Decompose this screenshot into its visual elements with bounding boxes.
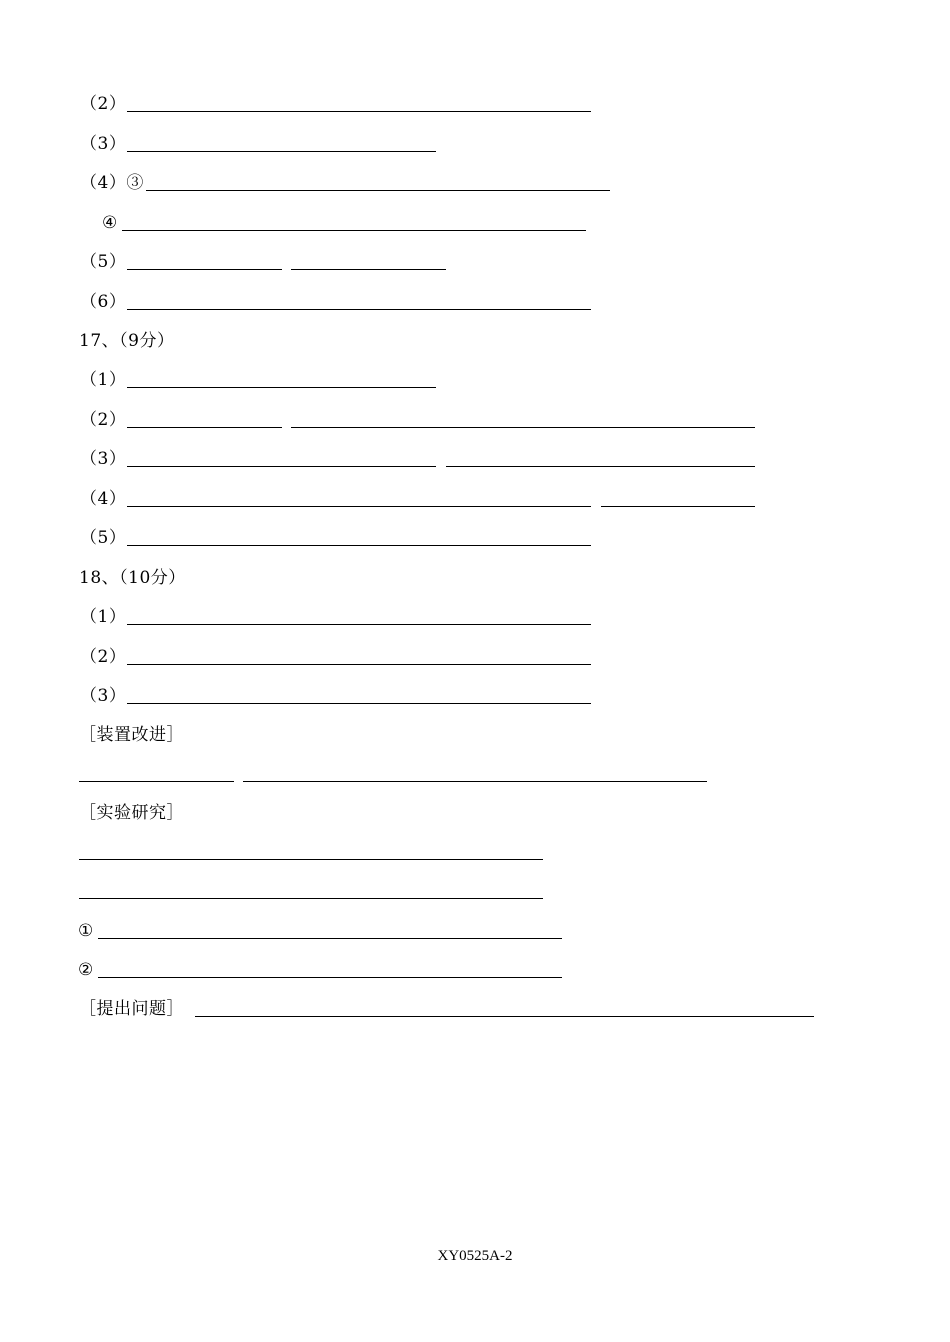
answer-blank[interactable] [291, 427, 755, 428]
device-improvement-heading: ［装置改进］ [79, 725, 184, 745]
answer-blank[interactable] [127, 506, 591, 507]
answer-blank[interactable] [127, 466, 436, 467]
q17-item4-label: （4） [80, 489, 127, 509]
answer-blank[interactable] [79, 859, 543, 860]
answer-blank[interactable] [127, 427, 282, 428]
q17-item3-label: （3） [80, 449, 127, 469]
answer-blank[interactable] [79, 781, 234, 782]
answer-blank[interactable] [195, 1016, 814, 1017]
answer-blank[interactable] [127, 624, 591, 625]
answer-blank[interactable] [79, 898, 543, 899]
q16-item2-label: （2） [80, 94, 127, 114]
circle1-label: ① [78, 921, 94, 941]
answer-blank[interactable] [146, 190, 610, 191]
page-footer-code: XY0525A-2 [437, 1248, 513, 1264]
q18-item1-label: （1） [80, 607, 127, 627]
q16-item4-label: （4）③ [80, 173, 144, 193]
answer-blank[interactable] [127, 545, 591, 546]
answer-blank[interactable] [127, 151, 436, 152]
answer-blank[interactable] [122, 230, 586, 231]
answer-blank[interactable] [601, 506, 755, 507]
answer-blank[interactable] [127, 703, 591, 704]
raise-question-heading: ［提出问题］ [79, 999, 184, 1019]
q17-item5-label: （5） [80, 528, 127, 548]
circle2-label: ② [78, 960, 94, 980]
q17-item1-label: （1） [80, 370, 127, 390]
answer-blank[interactable] [446, 466, 755, 467]
answer-blank[interactable] [291, 269, 446, 270]
q16-item4b-label: ④ [102, 213, 118, 233]
answer-blank[interactable] [127, 111, 591, 112]
q16-item6-label: （6） [80, 292, 127, 312]
answer-blank[interactable] [127, 664, 591, 665]
q18-item2-label: （2） [80, 647, 127, 667]
answer-blank[interactable] [98, 977, 562, 978]
answer-blank[interactable] [243, 781, 707, 782]
answer-blank[interactable] [127, 269, 282, 270]
q16-item3-label: （3） [80, 134, 127, 154]
q18-item3-label: （3） [80, 686, 127, 706]
answer-blank[interactable] [127, 309, 591, 310]
q17-heading: 17、（9分） [79, 331, 175, 351]
q16-item5-label: （5） [80, 252, 127, 272]
experiment-research-heading: ［实验研究］ [79, 803, 184, 823]
answer-blank[interactable] [98, 938, 562, 939]
q17-item2-label: （2） [80, 410, 127, 430]
q18-heading: 18、（10分） [79, 568, 186, 588]
answer-blank[interactable] [127, 387, 436, 388]
